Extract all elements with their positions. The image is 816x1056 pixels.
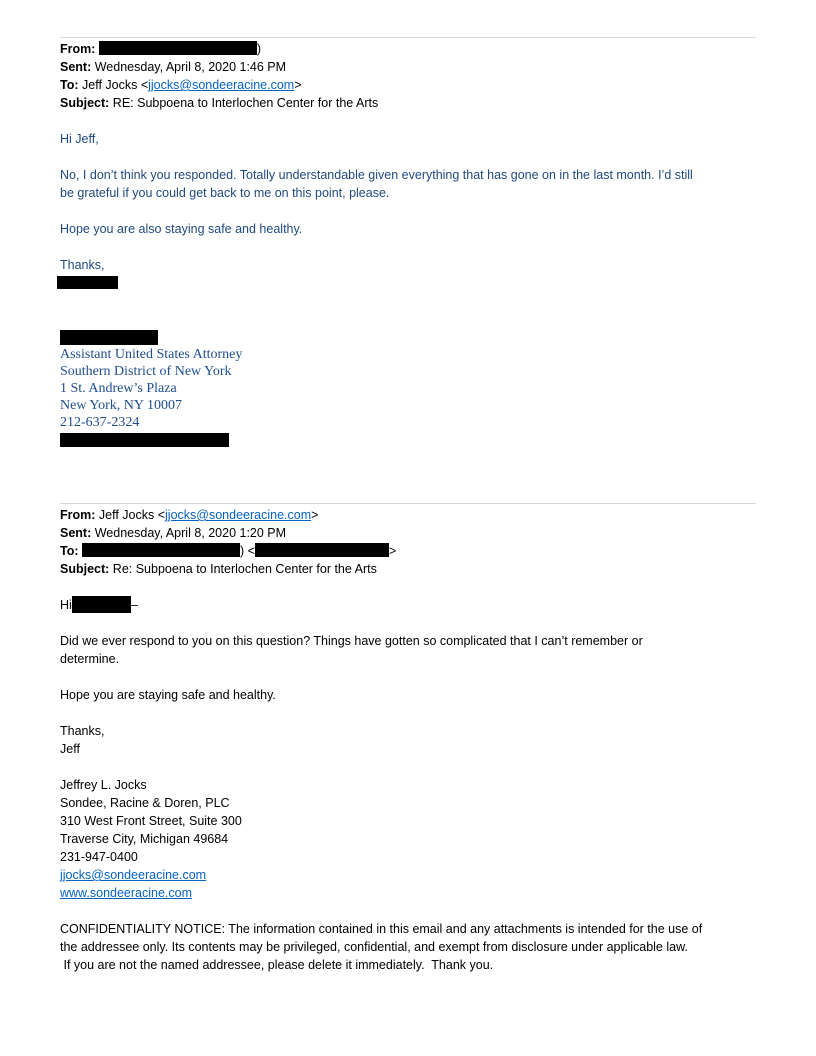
redacted-block: [99, 41, 257, 55]
to-name: Jeff Jocks <: [82, 78, 149, 92]
email1-body-line-1: No, I don’t think you responded. Totally understandable given everything that has gone on in the last month. I’d still: [60, 168, 693, 182]
email2-body-line-2: determine.: [60, 652, 120, 666]
email2-subject-line: [60, 560, 377, 578]
email1-to-line: [60, 76, 302, 94]
email2-body-line-1: Did we ever respond to you on this question? Things have gotten so complicated that I can’t remember or: [60, 634, 643, 648]
signature-email-link[interactable]: jjocks@sondeeracine.com: [60, 868, 207, 882]
email1-sent-line: [60, 58, 286, 76]
redacted-greeting-name: [72, 596, 131, 613]
redacted-recipient-email: [255, 543, 389, 557]
to-label: To:: [60, 544, 79, 558]
redacted-sender-name: [57, 276, 118, 289]
signature-website-line: [60, 884, 192, 902]
confidentiality-notice-line-3: If you are not the named addressee, please delete it immediately. Thank you.: [60, 958, 494, 972]
subject-label: Subject:: [60, 562, 110, 576]
sent-value: Wednesday, April 8, 2020 1:20 PM: [94, 526, 287, 540]
signature-address-2: Traverse City, Michigan 49684: [60, 832, 229, 846]
header-divider: [60, 37, 756, 38]
email1-subject-line: [60, 94, 378, 112]
email2-body-line-3: Hope you are staying safe and healthy.: [60, 688, 276, 702]
subject-value: RE: Subpoena to Interlochen Center for the Arts: [112, 96, 379, 110]
email2-sent-line: [60, 524, 286, 542]
email2-greeting: [60, 596, 138, 614]
greeting-suffix: –: [130, 598, 138, 612]
from-name: Jeff Jocks <: [98, 508, 166, 522]
signature-email-line: [60, 866, 206, 884]
email1-greeting: Hi Jeff,: [60, 132, 99, 146]
email2-to-line: [60, 542, 396, 560]
confidentiality-notice-line-2: the addressee only. Its contents may be privileged, confidential, and exempt from disclosure under applicable law.: [60, 940, 688, 954]
signature-website-link[interactable]: www.sondeeracine.com: [60, 886, 193, 900]
signature-address-2: New York, NY 10007: [60, 398, 182, 413]
email2-closing-name: Jeff: [60, 742, 80, 756]
to-email-link[interactable]: jjocks@sondeeracine.com: [148, 78, 295, 92]
sent-label: Sent:: [60, 60, 92, 74]
signature-phone: 212-637-2324: [60, 415, 140, 430]
signature-firm: Sondee, Racine & Doren, PLC: [60, 796, 230, 810]
email1-body-line-3: Hope you are also staying safe and healthy.: [60, 222, 303, 236]
from-label: From:: [60, 42, 96, 56]
redacted-signature-name: [60, 330, 158, 345]
email1-from-line: [60, 40, 261, 58]
to-close: >: [294, 78, 302, 92]
redacted-signature-email: [60, 433, 229, 447]
email1-closing: Thanks,: [60, 258, 105, 272]
to-label: To:: [60, 78, 79, 92]
from-label: From:: [60, 508, 96, 522]
signature-address-1: 310 West Front Street, Suite 300: [60, 814, 242, 828]
email2-from-line: [60, 506, 318, 524]
to-mid: ) <: [240, 544, 255, 558]
signature-address-1: 1 St. Andrew’s Plaza: [60, 381, 177, 396]
signature-office: Southern District of New York: [60, 364, 232, 379]
email1-body-line-2: be grateful if you could get back to me on this point, please.: [60, 186, 390, 200]
greeting-prefix: Hi: [60, 598, 72, 612]
email2-closing: Thanks,: [60, 724, 105, 738]
from-close: >: [311, 508, 319, 522]
sent-label: Sent:: [60, 526, 92, 540]
signature-name: Jeffrey L. Jocks: [60, 778, 147, 792]
from-email-link[interactable]: jjocks@sondeeracine.com: [165, 508, 312, 522]
confidentiality-notice-line-1: CONFIDENTIALITY NOTICE: The information contained in this email and any attachments is intended for the use of: [60, 922, 703, 936]
subject-label: Subject:: [60, 96, 110, 110]
from-suffix: ): [256, 42, 262, 56]
message-divider: [60, 503, 756, 504]
subject-value: Re: Subpoena to Interlochen Center for the Arts: [112, 562, 377, 576]
sent-value: Wednesday, April 8, 2020 1:46 PM: [94, 60, 287, 74]
to-close: >: [388, 544, 397, 558]
signature-phone: 231-947-0400: [60, 850, 138, 864]
redacted-recipient-name: [82, 543, 240, 557]
signature-title: Assistant United States Attorney: [60, 347, 243, 362]
